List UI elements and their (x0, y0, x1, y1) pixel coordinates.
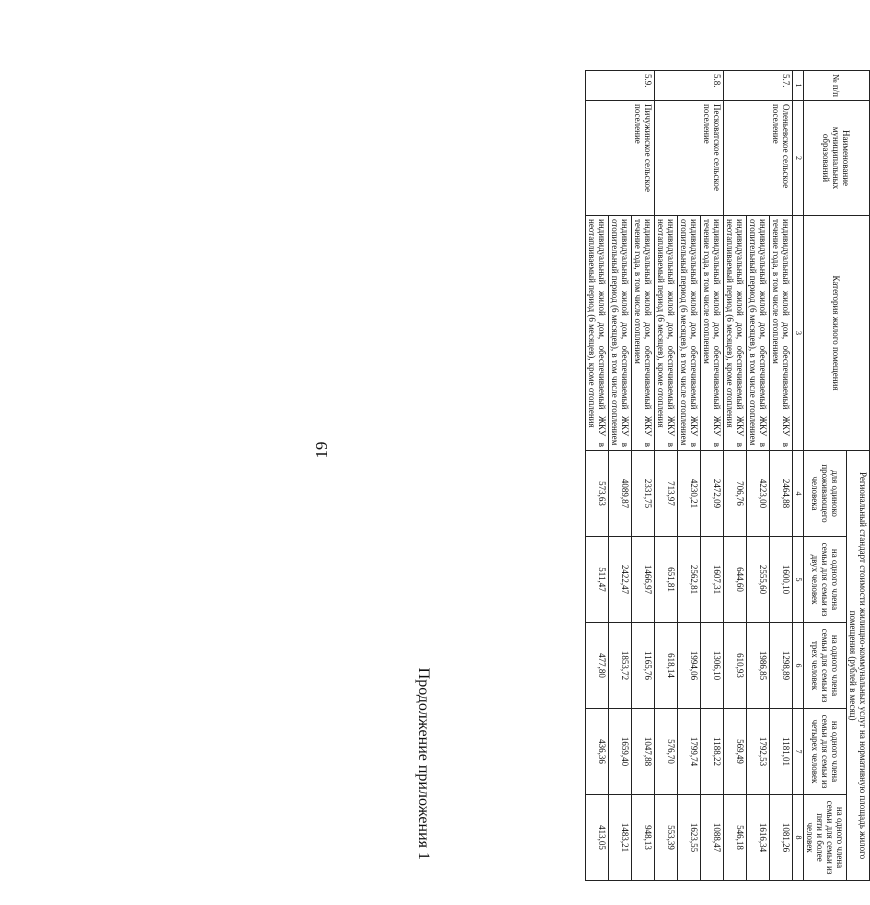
table-row (770, 71, 793, 881)
housing-category: индивидуальный жилой дом, обеспечиваемый ЖКУ в неотапливаемый период (6 месяцев), кроме отопления (655, 216, 678, 451)
cost-value: 4230,21 (678, 451, 701, 537)
cost-value: 553,39 (655, 795, 678, 881)
cost-value: 1483,21 (609, 795, 632, 881)
cost-value: 2422,47 (609, 537, 632, 623)
cost-value: 2555,60 (747, 537, 770, 623)
header-municipality: Наименование муниципальных образований (804, 101, 870, 216)
table-body (586, 71, 793, 881)
col-number: 4 (793, 451, 804, 537)
cost-value: 1466,97 (632, 537, 655, 623)
cost-value: 1623,55 (678, 795, 701, 881)
cost-value: 1165,76 (632, 623, 655, 709)
header-sub-three: на одного члена семьи для семьи из трех человек (804, 623, 847, 709)
cost-value: 1188,22 (701, 709, 724, 795)
cost-value: 413,05 (586, 795, 609, 881)
header-sub-two: на одного члена семьи для семьи из двух человек (804, 537, 847, 623)
housing-category: индивидуальный жилой дом, обеспечиваемый ЖКУ в течение года, в том числе отоплением (701, 216, 724, 451)
col-number: 5 (793, 537, 804, 623)
page-number: 19 (312, 441, 331, 459)
housing-category: индивидуальный жилой дом, обеспечиваемый ЖКУ в течение года, в том числе отоплением (632, 216, 655, 451)
municipality-name: Песковатское сельское поселение (655, 101, 724, 216)
cost-value: 436,36 (586, 709, 609, 795)
cost-value: 1600,10 (770, 537, 793, 623)
cost-value: 569,49 (724, 709, 747, 795)
header-no: № п/п (804, 71, 870, 101)
housing-category: индивидуальный жилой дом, обеспечиваемый ЖКУ в неотапливаемый период (6 месяцев), кроме отопления (586, 216, 609, 451)
cost-value: 4223,00 (747, 451, 770, 537)
cost-value: 1607,31 (701, 537, 724, 623)
housing-category: индивидуальный жилой дом, обеспечиваемый ЖКУ в отопительный период (6 месяцев), в том числе отоплением (747, 216, 770, 451)
cost-value: 546,18 (724, 795, 747, 881)
cost-value: 511,47 (586, 537, 609, 623)
cost-value: 618,14 (655, 623, 678, 709)
cost-value: 948,13 (632, 795, 655, 881)
cost-value: 2464,88 (770, 451, 793, 537)
cost-value: 1994,06 (678, 623, 701, 709)
col-number: 8 (793, 795, 804, 881)
row-index: 5.8. (655, 71, 724, 101)
housing-category: индивидуальный жилой дом, обеспечиваемый ЖКУ в отопительный период (6 месяцев), в том числе отоплением (678, 216, 701, 451)
row-index: 5.9. (586, 71, 655, 101)
cost-value: 1047,88 (632, 709, 655, 795)
col-number: 1 (793, 71, 804, 101)
cost-value: 1853,72 (609, 623, 632, 709)
cost-value: 644,60 (724, 537, 747, 623)
cost-value: 610,93 (724, 623, 747, 709)
cost-value: 2472,09 (701, 451, 724, 537)
cost-value: 1306,10 (701, 623, 724, 709)
col-number: 6 (793, 623, 804, 709)
col-number: 7 (793, 709, 804, 795)
landscape-sheet (370, 10, 870, 895)
cost-value: 1088,47 (701, 795, 724, 881)
header-sub-five: на одного члена семьи для семьи из пяти и более человек (804, 795, 847, 881)
cost-value: 713,97 (655, 451, 678, 537)
table-row (701, 71, 724, 881)
col-number: 2 (793, 101, 804, 216)
housing-category: индивидуальный жилой дом, обеспечиваемый ЖКУ в течение года, в том числе отоплением (770, 216, 793, 451)
municipality-name: Пичужинское сельское поселение (586, 101, 655, 216)
header-sub-four: на одного члена семьи для семьи из четырех человек (804, 709, 847, 795)
cost-value: 1616,34 (747, 795, 770, 881)
cost-value: 1181,01 (770, 709, 793, 795)
cost-value: 4089,87 (609, 451, 632, 537)
cost-value: 573,63 (586, 451, 609, 537)
cost-value: 1986,85 (747, 623, 770, 709)
housing-cost-table (585, 70, 870, 881)
cost-value: 706,76 (724, 451, 747, 537)
col-number: 3 (793, 216, 804, 451)
cost-value: 1799,74 (678, 709, 701, 795)
cost-value: 651,81 (655, 537, 678, 623)
table-row (632, 71, 655, 881)
appendix-label: Продолжение приложения 1 (415, 667, 432, 860)
cost-value: 576,70 (655, 709, 678, 795)
cost-value: 477,80 (586, 623, 609, 709)
cost-value: 1298,89 (770, 623, 793, 709)
cost-value: 2331,75 (632, 451, 655, 537)
housing-category: индивидуальный жилой дом, обеспечиваемый ЖКУ в отопительный период (6 месяцев), в том числе отоплением (609, 216, 632, 451)
cost-value: 1081,26 (770, 795, 793, 881)
header-category: Категория жилого помещения (804, 216, 870, 451)
housing-category: индивидуальный жилой дом, обеспечиваемый ЖКУ в неотапливаемый период (6 месяцев), кроме отопления (724, 216, 747, 451)
row-index: 5.7. (724, 71, 793, 101)
municipality-name: Оленьевское сельское поселение (724, 101, 793, 216)
header-standard: Региональный стандарт стоимости жилищно-коммунальных услуг на нормативную площадь жилого помещения (рублей в месяц) (847, 451, 870, 881)
cost-value: 2562,81 (678, 537, 701, 623)
header-sub-single: для одиноко проживающего человека (804, 451, 847, 537)
cost-value: 1792,53 (747, 709, 770, 795)
cost-value: 1659,40 (609, 709, 632, 795)
